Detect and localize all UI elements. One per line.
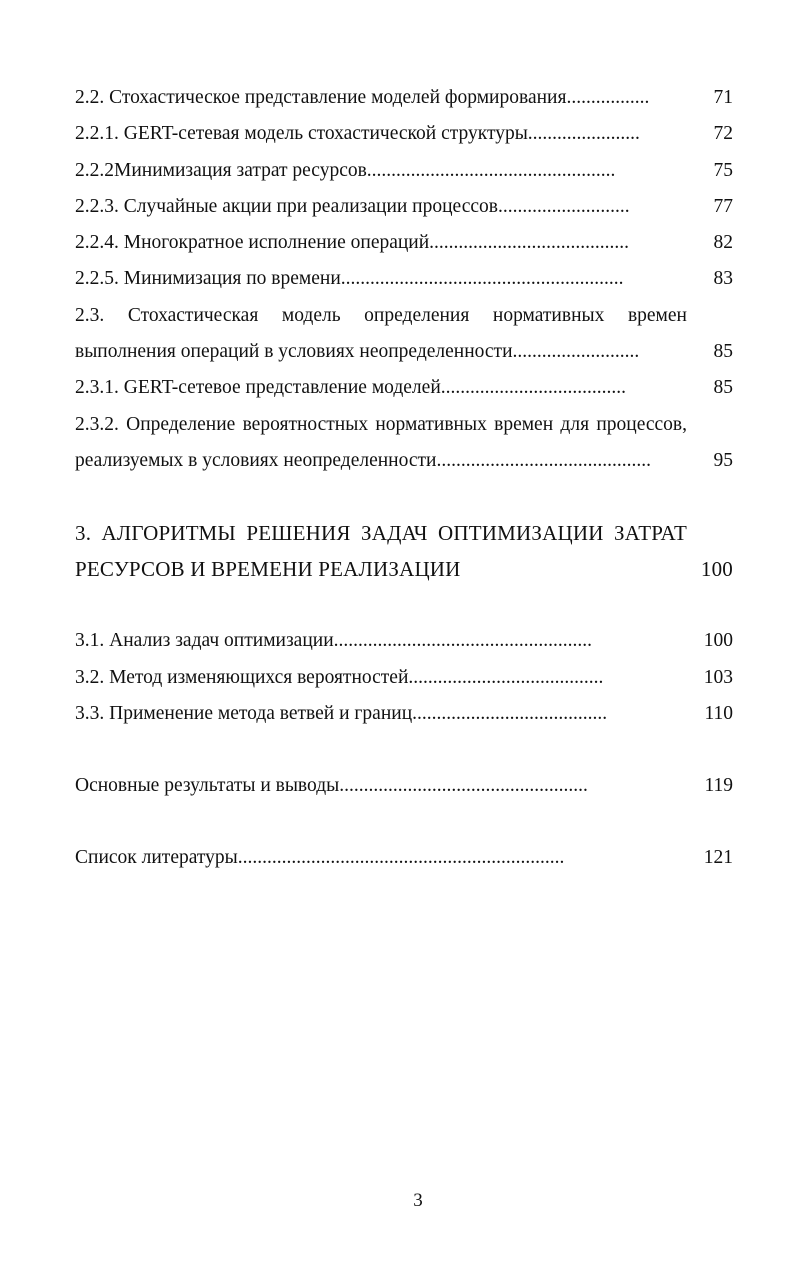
toc-entry-page: 95 — [713, 449, 733, 471]
toc-entry-title: 2.2.2Минимизация затрат ресурсов................................................... — [75, 159, 616, 181]
toc-entry-title-line2: выполнения операций в условиях неопределенности.......................... — [75, 341, 640, 363]
toc-entry-title-line1: 2.3. Стохастическая модель определения нормативных времен — [75, 304, 687, 326]
toc-entry-page: 82 — [713, 232, 733, 254]
toc-entry-2-3-1 — [75, 370, 733, 406]
toc-entry-2-2-5 — [75, 261, 733, 297]
toc-entry-page: 77 — [713, 195, 733, 217]
toc-chapter-3 — [75, 515, 733, 587]
toc-entry-page: 85 — [713, 341, 733, 363]
toc-entry-page: 103 — [703, 666, 733, 688]
toc-entry-page: 121 — [703, 847, 733, 869]
toc-entry-title: Основные результаты и выводы................................................... — [75, 775, 588, 797]
toc-entry-2-2 — [75, 80, 733, 116]
toc-entry-page: 72 — [713, 123, 733, 145]
toc-entry-2-3-2 — [75, 407, 733, 480]
chapter-title-line2: РЕСУРСОВ И ВРЕМЕНИ РЕАЛИЗАЦИИ — [75, 557, 461, 582]
toc-entry-title-line2: реализуемых в условиях неопределенности............................................ — [75, 449, 651, 471]
toc-entry-title: 2.2.5. Минимизация по времени.......................................................... — [75, 268, 624, 290]
toc-entry-2-2-4 — [75, 225, 733, 261]
toc-entry-2-2-2 — [75, 153, 733, 189]
toc-entry-2-2-1 — [75, 116, 733, 152]
toc-entry-page: 83 — [713, 268, 733, 290]
toc-entry-3-2 — [75, 660, 733, 696]
toc-entry-title-line1: 2.3.2. Определение вероятностных нормативных времен для процессов, — [75, 413, 687, 435]
toc-entry-3-3 — [75, 696, 733, 732]
toc-entry-3-1 — [75, 623, 733, 659]
chapter-title-line1: 3. АЛГОРИТМЫ РЕШЕНИЯ ЗАДАЧ ОПТИМИЗАЦИИ ЗАТРАТ — [75, 521, 687, 546]
toc-entry-title: 2.2.3. Случайные акции при реализации процессов........................... — [75, 195, 630, 217]
toc-entry-page: 75 — [713, 159, 733, 181]
toc-entry-literature — [75, 840, 733, 876]
toc-entry-title: 2.3.1. GERT-сетевое представление моделей...................................... — [75, 377, 626, 399]
toc-entry-title: 2.2.1. GERT-сетевая модель стохастической структуры....................... — [75, 123, 640, 145]
toc-entry-page: 119 — [704, 775, 733, 797]
toc-entry-title: 2.2.4. Многократное исполнение операций......................................... — [75, 232, 630, 254]
toc-entry-title: 3.1. Анализ задач оптимизации..................................................... — [75, 630, 593, 652]
toc-entry-2-2-3 — [75, 189, 733, 225]
toc-entry-title: 3.3. Применение метода ветвей и границ........................................ — [75, 702, 608, 724]
toc-entry-title: Список литературы................................................................... — [75, 847, 565, 869]
page-number: 3 — [413, 1190, 423, 1211]
toc-entry-page: 100 — [703, 630, 733, 652]
toc-entry-title: 2.2. Стохастическое представление моделей формирования................. — [75, 87, 650, 108]
toc-entry-title: 3.2. Метод изменяющихся вероятностей........................................ — [75, 666, 604, 688]
table-of-contents — [75, 80, 733, 877]
toc-entry-results — [75, 768, 733, 804]
toc-entry-2-3 — [75, 298, 733, 371]
toc-entry-page: 110 — [704, 702, 733, 724]
toc-entry-page: 100 — [700, 557, 733, 582]
toc-entry-page: 85 — [713, 377, 733, 399]
toc-entry-page: 71 — [713, 87, 733, 108]
